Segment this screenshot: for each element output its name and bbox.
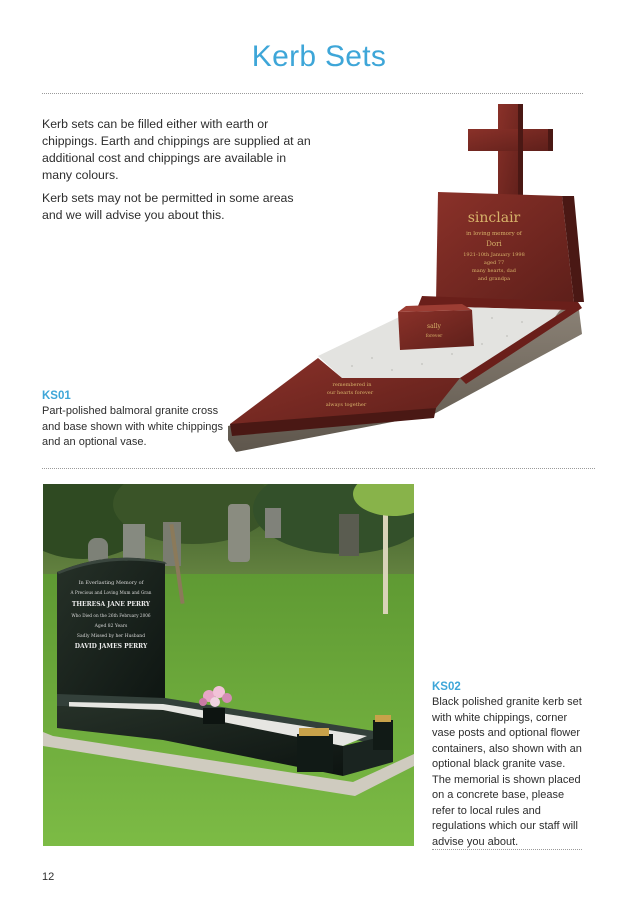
memorial-1-line-1: in loving memory of: [466, 231, 522, 237]
headstone-base: [436, 192, 574, 302]
ks02-caption: Black polished granite kerb set with white chippings, corner vase posts and optional flower containers, also shown with an optional black granite vase. The memorial is shown placed on a concrete base, please refer to local rules and regulations which our staff will advise you about.: [432, 696, 582, 848]
memorial-1-line-6: and grandpa: [477, 276, 511, 282]
ks01-info: [42, 390, 232, 451]
ks01-code: KS01: [42, 390, 71, 402]
ks02-code: KS02: [432, 681, 461, 693]
divider-middle: [42, 468, 595, 469]
ks01-caption: Part-polished balmoral granite cross and base shown with white chippings and an optional vase.: [42, 405, 224, 448]
base-text-2: our hearts forever: [326, 390, 374, 396]
intro-paragraph-1: Kerb sets can be filled either with earth or chippings. Earth and chippings are supplied at an additional cost and chippings are available in many colours.: [42, 117, 311, 182]
cross-arm: [468, 129, 552, 151]
ks02-info: [432, 681, 582, 850]
ks02-memorial-photo: [43, 484, 414, 846]
vase-text-2: forever: [425, 334, 443, 339]
memorial-1-line-5: many hearts, dad: [471, 268, 517, 274]
memorial-1-line-2: Dori: [486, 240, 502, 248]
memorial-2-line-6: Sadly Missed by her Husband: [76, 634, 146, 639]
memorial-vase: [398, 310, 474, 350]
memorial-1-line-4: aged 77: [483, 260, 505, 266]
base-text-3: always together: [325, 402, 367, 408]
page-title: Kerb Sets: [251, 40, 387, 73]
memorial-1-name: sinclair: [467, 210, 521, 226]
memorial-1-line-3: 1921-10th January 1998: [463, 252, 525, 258]
memorial-2-line-2: A Precious and Loving Mum and Gran: [70, 590, 152, 595]
base-text-1: remembered in: [332, 382, 372, 388]
ks01-memorial-photo: [222, 96, 590, 456]
memorial-2-line-1: In Everlasting Memory of: [78, 580, 144, 586]
memorial-2-line-3: THERESA JANE PERRY: [71, 601, 151, 608]
intro-paragraph-2: Kerb sets may not be permitted in some areas and we will advise you about this.: [42, 191, 294, 222]
memorial-2-line-7: DAVID JAMES PERRY: [74, 643, 148, 650]
black-vase: [203, 708, 225, 724]
vase-text-1: sally: [427, 323, 441, 330]
divider-bottom: [432, 849, 582, 850]
page-number: 12: [42, 871, 55, 883]
corner-post: [297, 734, 333, 772]
memorial-2-line-4: Who Died on the 26th February 2006: [71, 613, 151, 618]
memorial-2-line-5: Aged 82 Years: [94, 624, 128, 629]
divider-top: [42, 93, 583, 94]
